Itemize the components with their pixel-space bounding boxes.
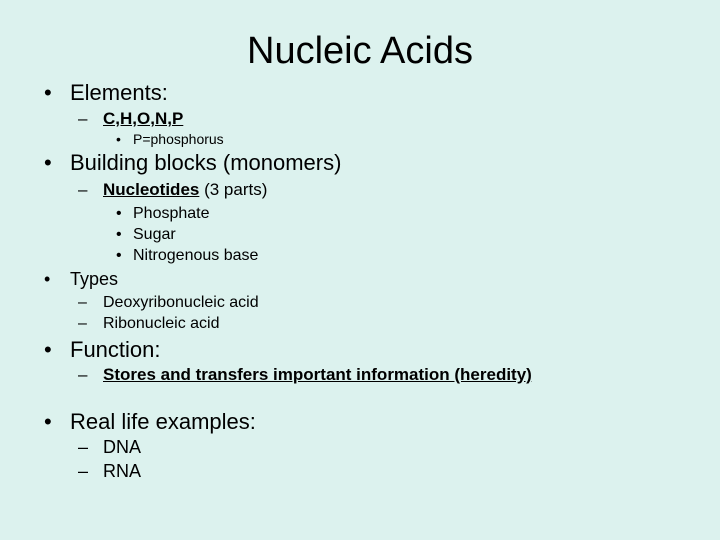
example-item: DNA xyxy=(103,437,142,457)
bullet: • xyxy=(44,409,52,434)
building-blocks-heading: Building blocks (monomers) xyxy=(70,150,342,175)
slide-title: Nucleic Acids xyxy=(247,30,473,72)
type-item: Ribonucleic acid xyxy=(103,315,220,332)
nucleotides-term: Nucleotides xyxy=(103,180,200,199)
bullet: • xyxy=(116,205,122,222)
bullet: • xyxy=(44,150,52,175)
dash: – xyxy=(78,461,89,481)
dash: – xyxy=(78,315,87,332)
examples-heading: Real life examples: xyxy=(70,409,256,434)
elements-list: C,H,O,N,P xyxy=(103,109,184,128)
bullet: • xyxy=(44,269,51,289)
dash: – xyxy=(78,294,87,311)
elements-note: P=phosphorus xyxy=(133,131,224,147)
part-item: Nitrogenous base xyxy=(133,247,259,264)
dash: – xyxy=(78,180,88,199)
bullet: • xyxy=(116,247,122,264)
bullet: • xyxy=(116,226,122,243)
dash: – xyxy=(78,437,89,457)
function-description: Stores and transfers important information (heredity) xyxy=(103,365,532,384)
bullet: • xyxy=(44,80,52,105)
dash: – xyxy=(78,365,88,384)
function-heading: Function: xyxy=(70,337,161,362)
nucleotides-line xyxy=(103,180,267,200)
part-item: Phosphate xyxy=(133,205,210,222)
dash: – xyxy=(78,109,88,128)
bullet: • xyxy=(44,337,52,362)
bullet: • xyxy=(116,131,121,147)
part-item: Sugar xyxy=(133,226,176,243)
types-heading: Types xyxy=(70,269,119,289)
type-item: Deoxyribonucleic acid xyxy=(103,294,259,311)
example-item: RNA xyxy=(103,461,142,481)
elements-heading: Elements: xyxy=(70,80,168,105)
nucleotides-rest: (3 parts) xyxy=(199,180,268,199)
